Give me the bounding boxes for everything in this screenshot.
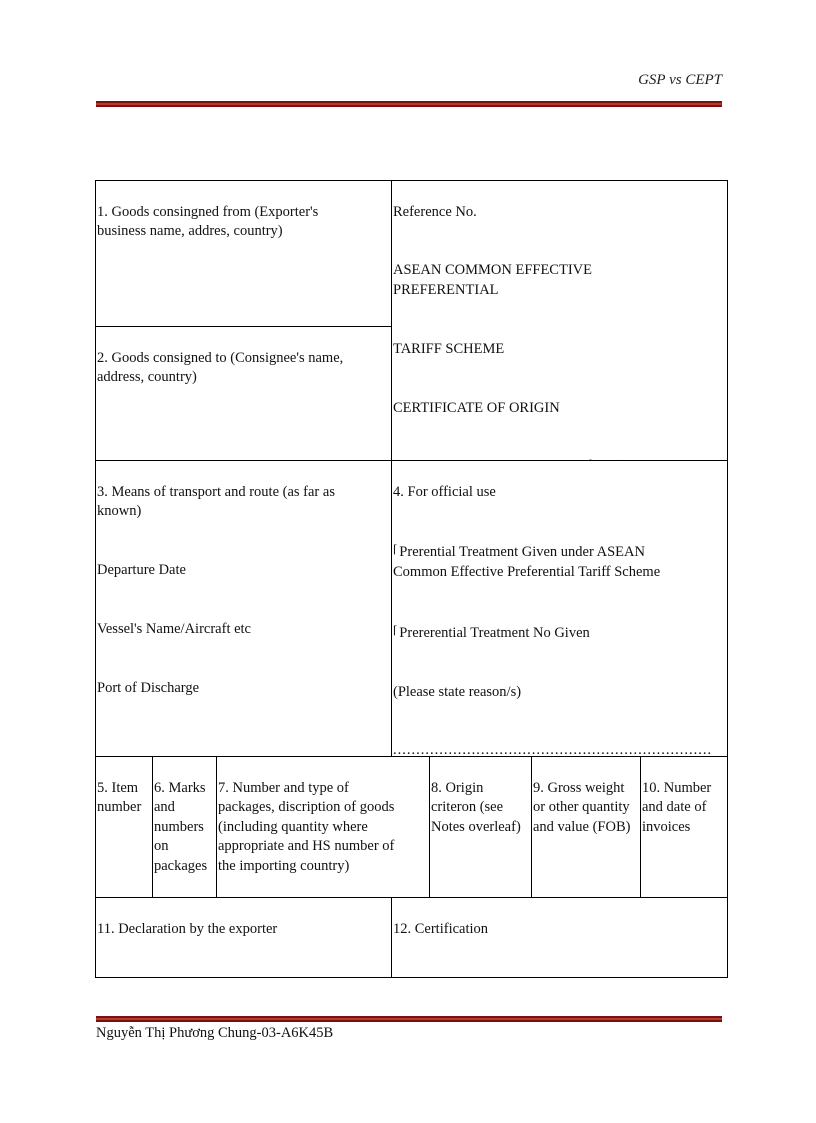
certificate-title: CERTIFICATE OF ORIGIN	[393, 399, 560, 416]
checkbox-icon[interactable]: ⌈	[393, 544, 398, 557]
column-label: 5. Item number	[97, 779, 142, 816]
column-label: 7. Number and type of packages, discription of goods (including quantity where appropriate and HS number of the importing country)	[218, 779, 395, 874]
certificate-form	[95, 180, 728, 978]
header-rule	[96, 101, 722, 107]
column-label: 10. Number and date of invoices	[642, 779, 712, 835]
box10-invoices	[640, 756, 727, 897]
box12-label: 12. Certification	[393, 920, 489, 937]
box6-marks	[152, 756, 217, 897]
port-discharge-label: Port of Discharge	[97, 679, 200, 696]
vessel-name-label: Vessel's Name/Aircraft etc	[97, 620, 251, 637]
box11-label: 11. Declaration by the exporter	[97, 920, 278, 937]
box3-transport	[96, 460, 392, 756]
option-not-given-text: Prererential Treatment No Given	[399, 624, 590, 641]
departure-date-label: Departure Date	[97, 561, 186, 578]
certificate-header-box	[391, 181, 727, 460]
box4-official-use	[391, 460, 727, 756]
column-label: 9. Gross weight or other quantity and value (FOB)	[533, 779, 631, 835]
box12-certification	[391, 897, 727, 977]
box1-label: 1. Goods consingned from (Exporter's business name, addres, country)	[97, 203, 319, 240]
option-treatment-not-given	[393, 622, 725, 644]
state-reason: (Please state reason/s)	[393, 683, 522, 700]
checkbox-icon[interactable]: ⌈	[393, 624, 398, 637]
scheme-title: ASEAN COMMON EFFECTIVE PREFERENTIAL	[393, 262, 592, 298]
box9-gross-weight	[531, 756, 641, 897]
reference-number: Reference No.	[393, 203, 477, 220]
header-title: GSP vs CEPT	[638, 72, 722, 88]
box2-goods-to	[96, 326, 392, 460]
box5-item-number	[96, 756, 153, 897]
box3-label: 3. Means of transport and route (as far as known)	[97, 483, 335, 520]
box1-goods-from	[96, 181, 392, 326]
scheme-title-2: TARIFF SCHEME	[393, 340, 505, 357]
box4-label: 4. For official use	[393, 483, 496, 500]
box11-declaration	[96, 897, 392, 977]
box7-packages	[216, 756, 430, 897]
option-given-text: Prerential Treatment Given under ASEAN Common Effective Preferential Tariff Scheme	[393, 544, 661, 580]
dotted-line: .....................................................................	[393, 742, 713, 756]
footer-author: Nguyễn Thị Phương Chung-03-A6K45B	[96, 1025, 334, 1041]
column-label: 8. Origin criteron (see Notes overleaf)	[431, 779, 521, 835]
column-label: 6. Marks and numbers on packages	[154, 779, 208, 874]
box2-label: 2. Goods consigned to (Consignee's name, address, country)	[97, 349, 344, 386]
box8-origin-criterion	[429, 756, 532, 897]
option-treatment-given	[393, 541, 725, 582]
footer-rule	[96, 1016, 722, 1022]
